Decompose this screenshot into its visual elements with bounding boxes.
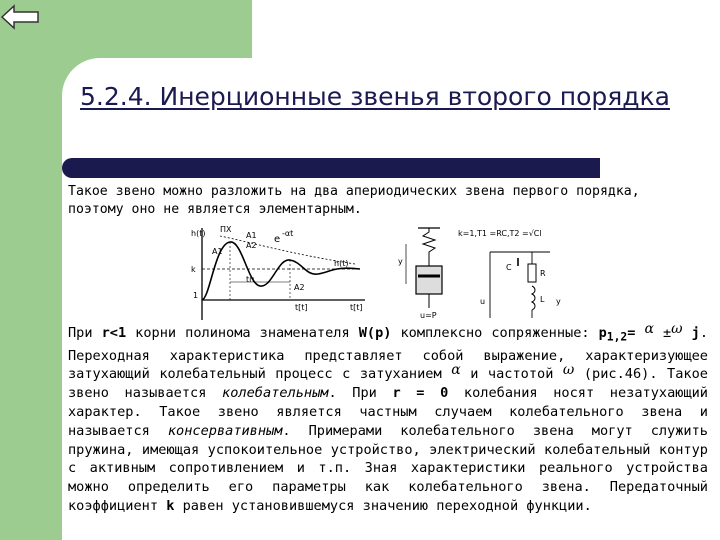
svg-text:y: y xyxy=(398,257,403,266)
svg-text:k=1,T1 =RC,T2 =√Cl: k=1,T1 =RC,T2 =√Cl xyxy=(458,229,542,238)
svg-text:A1: A1 xyxy=(212,247,223,256)
svg-text:A1: A1 xyxy=(246,231,257,240)
svg-text:t[t]: t[t] xyxy=(350,303,363,312)
rlc-circuit-diagram xyxy=(458,229,561,318)
svg-text:h(t): h(t) xyxy=(191,229,206,238)
svg-text:k: k xyxy=(191,265,196,274)
svg-text:u: u xyxy=(480,297,486,306)
svg-text:tп: tп xyxy=(246,275,255,284)
figure-46 xyxy=(190,224,580,324)
svg-text:-αt: -αt xyxy=(282,229,294,238)
intro-text: Такое звено можно разложить на два апериодических звена первого порядка, поэтому оно не является элементарным. xyxy=(68,184,640,217)
svg-text:t[t]: t[t] xyxy=(295,303,308,312)
svg-text:A2: A2 xyxy=(246,241,257,250)
transient-response-graph xyxy=(191,225,365,320)
omega-symbol: ω xyxy=(671,321,683,337)
slide-title: 5.2.4. Инерционные звенья второго порядка xyxy=(80,82,670,111)
spring-damper-diagram xyxy=(398,228,442,320)
body-text: При r<1 корни полинома знаменателя W(p) комплексно сопряженные: $p_{1,2}= \alpha \pm\omega$ j. Переходная характеристика представляет собой выражение, характеризующее затухающий колебательный процесс с затуханием α и частотой ω (рис.46). Такое звено называется колебательным. При r = 0 колебания носят незатухающий характер. Такое звено является частным случаем колебательного звена и называется консервативным. Примерами колебательного звена могут служить пружина, имеющая успокоительное устройство, электрический колебательный контур с активным сопротивлением и т.п. Зная характеристики реального устройства можно определить его параметры как колебательного звена. Передаточный коэффициент k равен установившемуся значению переходной функции. xyxy=(68,321,708,514)
svg-text:e: e xyxy=(274,234,281,245)
svg-text:L: L xyxy=(540,295,545,304)
svg-text:y: y xyxy=(556,297,561,306)
svg-text:ПХ: ПХ xyxy=(220,225,232,234)
back-arrow-icon[interactable] xyxy=(0,2,44,32)
title-divider xyxy=(62,158,600,178)
svg-text:R: R xyxy=(540,269,546,278)
alpha-symbol: α xyxy=(644,321,654,337)
svg-text:1: 1 xyxy=(193,291,199,300)
svg-text:A2: A2 xyxy=(294,283,305,292)
svg-text:u=P: u=P xyxy=(420,311,437,320)
svg-text:h(t): h(t) xyxy=(334,259,349,268)
svg-text:C: C xyxy=(506,263,512,272)
